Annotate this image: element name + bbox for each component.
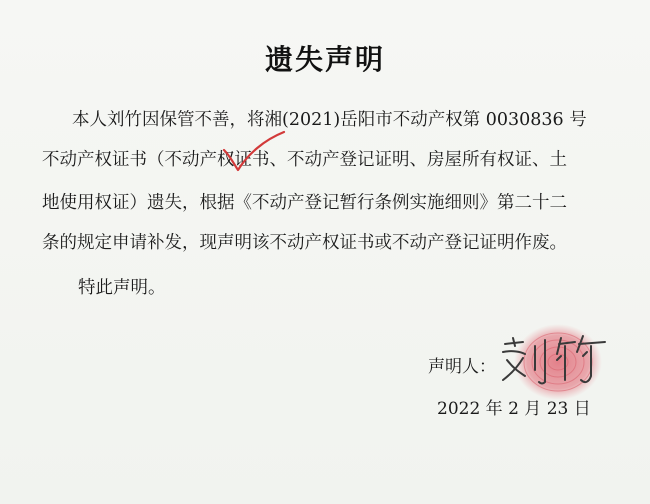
red-check-mark-icon [218,130,288,174]
declaration-date: 2022 年 2 月 23 日 [437,399,591,419]
paragraph-line-4: 条的规定申请补发，现声明该不动产权证书或不动产登记证明作废。 [42,233,567,253]
document-title: 遗失声明 [264,43,385,76]
closing-statement: 特此声明。 [78,278,166,298]
handwritten-signature [495,330,615,390]
paragraph-line-3: 地使用权证）遗失，根据《不动产登记暂行条例实施细则》第二十二 [42,193,567,213]
paragraph-line-1: 本人刘竹因保管不善，将湘(2021)岳阳市不动产权第 0030836 号 [72,110,587,130]
signer-label: 声明人： [428,357,496,377]
paragraph-line-2: 不动产权证书（不动产权证书、不动产登记证明、房屋所有权证、土 [42,150,567,170]
